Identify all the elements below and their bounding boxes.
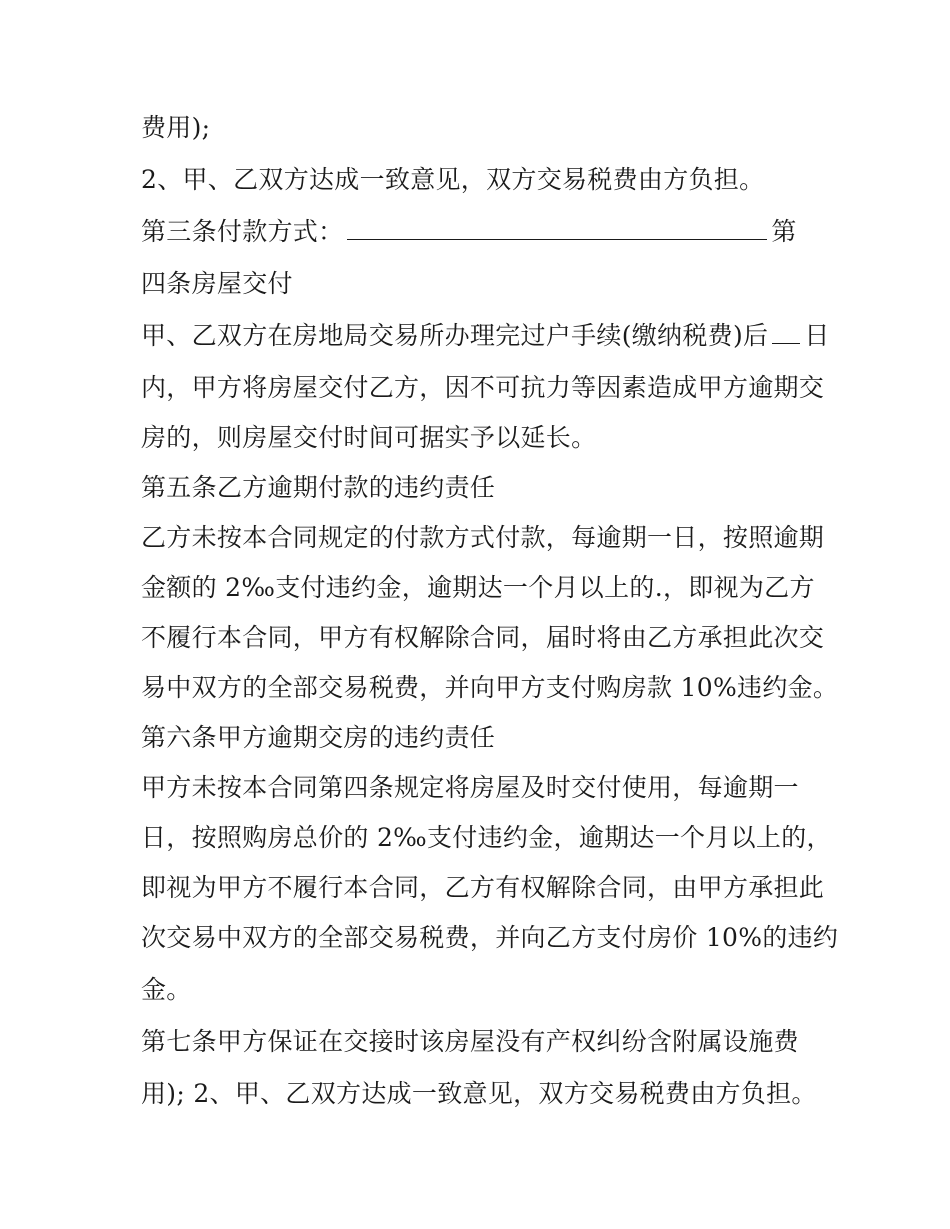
transfer-days-line xyxy=(141,310,831,362)
clause-heading: 四条房屋交付 xyxy=(141,269,293,298)
text-line: 房的，则房屋交付时间可据实予以延长。 xyxy=(141,423,597,452)
text-line: 次交易中双方的全部交易税费，并向乙方支付房价 10%的违约 xyxy=(141,923,839,952)
text-line: 甲方未按本合同第四条规定将房屋及时交付使用，每逾期一 xyxy=(141,773,799,802)
text-line: 2、甲、乙双方达成一致意见，双方交易税费由方负担。 xyxy=(141,165,765,194)
transfer-days-unit: 日 xyxy=(804,321,830,350)
text-line: 日，按照购房总价的 2‰支付违约金，逾期达一个月以上的， xyxy=(141,823,832,852)
payment-method-label: 第三条付款方式： xyxy=(141,217,344,246)
text-line: 易中双方的全部交易税费，并向甲方支付购房款 10%违约金。 xyxy=(141,673,839,702)
text-line: 即视为甲方不履行本合同，乙方有权解除合同，由甲方承担此 xyxy=(141,873,825,902)
text-line: 费用); xyxy=(141,113,211,142)
text-line: 金额的 2‰支付违约金，逾期达一个月以上的.，即视为乙方 xyxy=(141,573,815,602)
next-clause-start: 第 xyxy=(771,217,797,246)
text-line: 第七条甲方保证在交接时该房屋没有产权纠纷含附属设施费 xyxy=(141,1027,799,1056)
payment-method-line xyxy=(141,206,831,258)
text-line: 金。 xyxy=(141,975,192,1004)
text-line: 不履行本合同，甲方有权解除合同，届时将由乙方承担此次交 xyxy=(141,623,825,652)
clause-heading: 第五条乙方逾期付款的违约责任 xyxy=(141,473,496,502)
clause-heading: 第六条甲方逾期交房的违约责任 xyxy=(141,723,496,752)
text-line: 内，甲方将房屋交付乙方，因不可抗力等因素造成甲方逾期交 xyxy=(141,373,825,402)
payment-method-blank xyxy=(347,209,767,240)
text-line: 乙方未按本合同规定的付款方式付款，每逾期一日，按照逾期 xyxy=(141,523,825,552)
transfer-days-blank xyxy=(772,313,800,344)
transfer-days-text: 甲、乙双方在房地局交易所办理完过户手续(缴纳税费)后 xyxy=(141,321,769,350)
text-line: 用); 2、甲、乙双方达成一致意见，双方交易税费由方负担。 xyxy=(141,1079,817,1108)
